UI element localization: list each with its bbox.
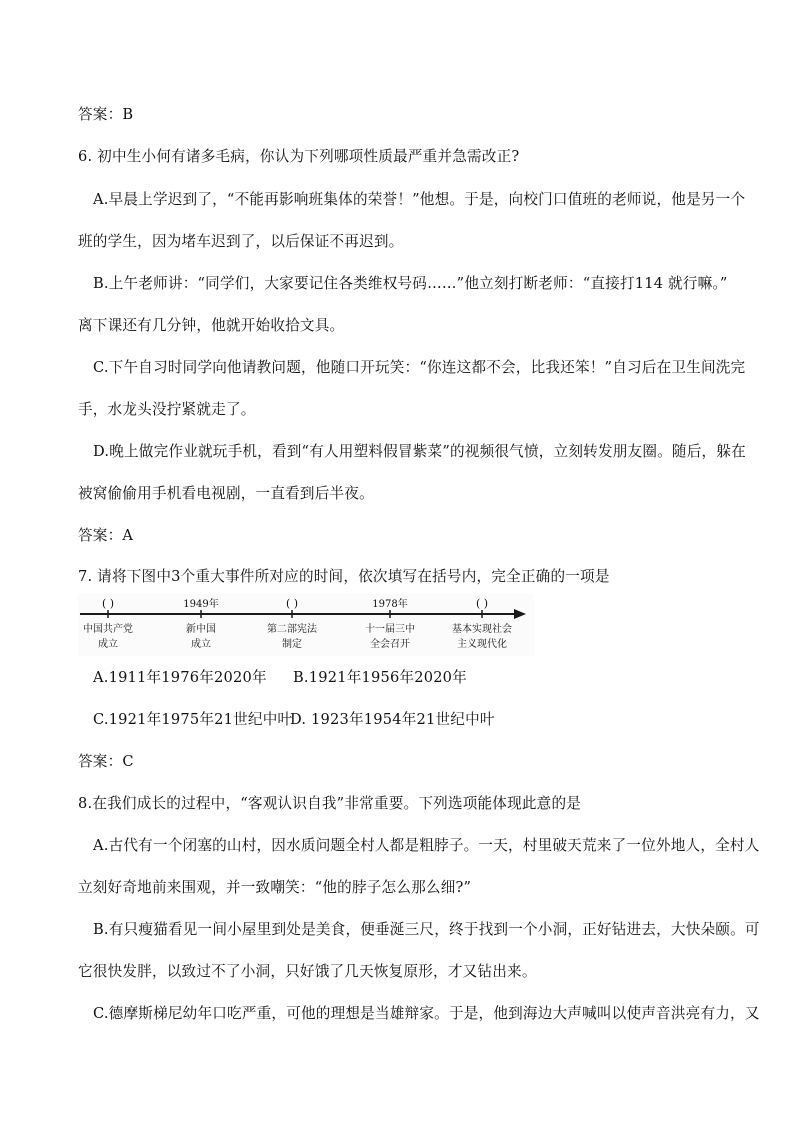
- question-8-option-c-line-1: C.德摩斯梯尼幼年口吃严重，可他的理想是当雄辩家。于是，他到海边大声喊叫以使声音洪亮有力，又: [93, 1005, 760, 1022]
- question-6-option-b-line-2: 离下课还有几分钟，他就开始收拾文具。: [78, 317, 345, 334]
- question-7-option-b: B.1921年1956年2020年: [293, 669, 467, 686]
- question-7-option-a: A.1911年1976年2020年: [93, 669, 267, 686]
- question-6-option-a-line-2: 班的学生，因为堵车迟到了，以后保证不再迟到。: [78, 233, 404, 250]
- question-7-option-d: D. 1923年1954年21世纪中叶: [290, 711, 495, 728]
- question-7-option-c: C.1921年1975年21世纪中叶: [93, 711, 293, 728]
- question-6-option-a-line-1: A.早晨上学迟到了，“不能再影响班集体的荣誉！”他想。于是，向校门口值班的老师说，他是另一个: [93, 191, 746, 208]
- answer-b: 答案：B: [78, 106, 134, 123]
- question-8-stem: 8.在我们成长的过程中，“客观认识自我”非常重要。下列选项能体现此意的是: [78, 795, 582, 812]
- question-7-stem: 7. 请将下图中3个重大事件所对应的时间，依次填写在括号内，完全正确的一项是: [78, 568, 610, 585]
- timeline-event-5-line-2: 主义现代化: [457, 639, 507, 650]
- timeline-top-label-1: ( ): [101, 597, 115, 610]
- timeline-top-label-4: 1978年: [372, 599, 408, 610]
- timeline-top-label-5: ( ): [475, 597, 489, 610]
- timeline-event-1-line-1: 中国共产党: [83, 624, 133, 635]
- timeline-event-2-line-2: 成立: [191, 639, 211, 650]
- timeline-event-3-line-2: 制定: [282, 639, 302, 650]
- question-6-stem: 6. 初中生小何有诸多毛病，你认为下列哪项性质最严重并急需改正?: [78, 148, 520, 165]
- question-8-option-a-line-2: 立刻好奇地前来围观，并一致嘲笑：“他的脖子怎么那么细?”: [78, 879, 472, 896]
- timeline-event-1-line-2: 成立: [98, 639, 118, 650]
- timeline-figure: [78, 594, 534, 656]
- question-6-option-c-line-2: 手，水龙头没拧紧就走了。: [78, 401, 256, 418]
- timeline-event-5-line-1: 基本实现社会: [452, 624, 512, 635]
- answer-a: 答案：A: [78, 527, 134, 544]
- question-6-option-c-line-1: C.下午自习时同学向他请教问题，他随口开玩笑：“你连这都不会，比我还笨！”自习后在卫生间洗完: [93, 359, 746, 376]
- question-6-option-d-line-2: 被窝偷偷用手机看电视剧，一直看到后半夜。: [78, 485, 374, 502]
- timeline-event-2-line-1: 新中国: [186, 624, 216, 635]
- timeline-top-label-2: 1949年: [183, 599, 219, 610]
- question-8-option-a-line-1: A.古代有一个闭塞的山村，因水质问题全村人都是粗脖子。一天，村里破天荒来了一位外地人，全村人: [93, 837, 760, 854]
- question-6-option-b-line-1: B.上午老师讲：“同学们，大家要记住各类维权号码……”他立刻打断老师：“直接打114 就行嘛。”: [93, 275, 728, 292]
- answer-c: 答案：C: [78, 753, 134, 770]
- timeline-event-4-line-1: 十一届三中: [365, 624, 415, 635]
- question-8-option-b-line-1: B.有只瘦猫看见一间小屋里到处是美食，便垂涎三尺，终于找到一个小洞，正好钻进去，大快朵颐。可: [93, 921, 760, 938]
- timeline-event-3-line-1: 第二部宪法: [267, 624, 317, 635]
- timeline-top-label-3: ( ): [285, 597, 299, 610]
- timeline-event-4-line-2: 全会召开: [370, 639, 410, 650]
- question-6-option-d-line-1: D.晚上做完作业就玩手机，看到“有人用塑料假冒紫菜”的视频很气愤，立刻转发朋友圈。随后，躲在: [93, 443, 746, 460]
- question-8-option-b-line-2: 它很快发胖，以致过不了小洞，只好饿了几天恢复原形，才又钻出来。: [78, 963, 537, 980]
